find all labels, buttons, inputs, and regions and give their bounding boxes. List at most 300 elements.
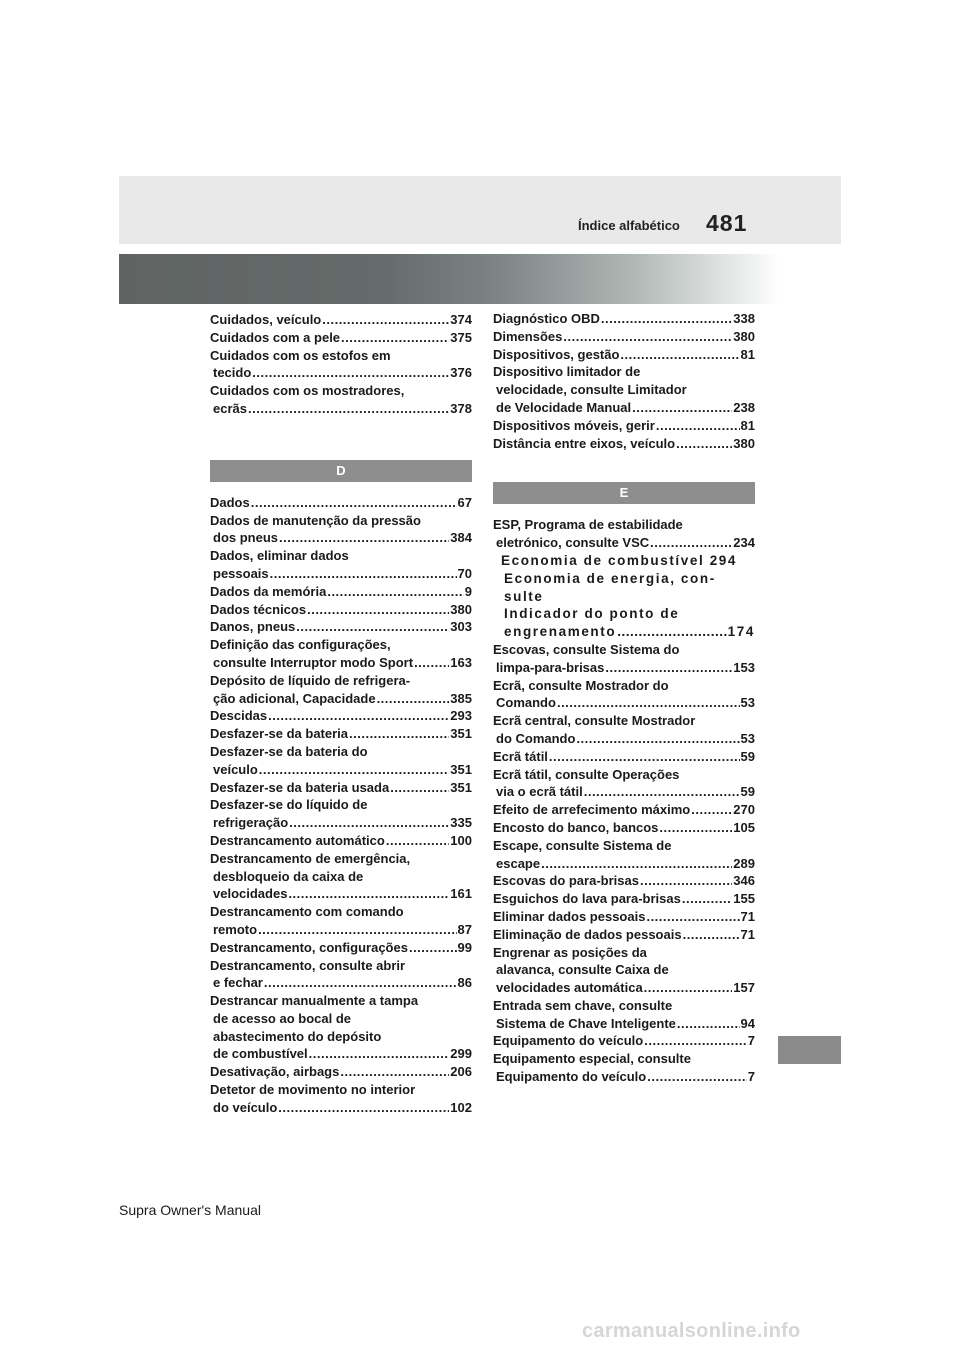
index-entry[interactable] — [210, 903, 472, 939]
index-entry-page[interactable]: 67 — [457, 494, 472, 510]
index-entry[interactable] — [493, 435, 755, 453]
index-entry-text: consulte Interruptor modo Sport — [213, 654, 414, 670]
index-entry-line — [210, 957, 472, 975]
index-entry-line — [493, 310, 755, 328]
dot-leader — [386, 832, 449, 850]
index-entry-page[interactable]: 70 — [457, 565, 472, 581]
index-entry-page[interactable]: 59 — [740, 748, 755, 764]
index-entry-line — [501, 552, 755, 570]
index-entry-text: do Comando — [496, 730, 576, 746]
index-entry-text: remoto — [213, 921, 258, 937]
index-entry-line — [493, 890, 755, 908]
index-entry-page[interactable]: 376 — [450, 365, 472, 381]
index-entry-line — [493, 534, 755, 552]
index-entry-page[interactable]: 100 — [450, 832, 472, 848]
index-entry[interactable] — [493, 1032, 755, 1050]
dot-leader — [251, 494, 457, 512]
dot-leader — [576, 730, 739, 748]
index-entry-text: velocidade, consulte Limitador — [496, 382, 687, 398]
dot-leader — [341, 329, 449, 347]
dot-leader — [309, 1045, 450, 1063]
index-entry-text: Cuidados, veículo — [210, 312, 322, 327]
index-entry-page[interactable]: 380 — [450, 601, 472, 617]
index-entry-line — [210, 832, 472, 850]
index-entry-page[interactable]: 81 — [740, 417, 755, 433]
index-entry-text: Escovas do para-brisas — [493, 873, 639, 889]
index-entry-line — [493, 1068, 755, 1086]
index-entry-line — [210, 400, 472, 418]
dot-leader — [327, 583, 463, 601]
index-entry-line — [493, 516, 755, 534]
index-column-right — [493, 310, 755, 1086]
index-entry[interactable] — [493, 997, 755, 1033]
index-entry-text: Ecrã tátil — [493, 748, 548, 764]
index-entry-page[interactable]: 102 — [450, 1099, 472, 1115]
index-entry-line — [210, 565, 472, 583]
index-entry-page[interactable]: 238 — [733, 399, 755, 415]
index-entry-line — [493, 783, 755, 801]
index-entry-text: alavanca, consulte Caixa de — [496, 962, 669, 978]
dot-leader — [620, 346, 739, 364]
index-entry-line — [493, 926, 755, 944]
index-entry-text: tecido — [213, 365, 252, 381]
index-entry-page[interactable]: 270 — [733, 802, 755, 818]
index-entry-line — [210, 347, 472, 365]
index-entry-line — [210, 1045, 472, 1063]
index-entry-line — [493, 677, 755, 695]
index-entry-page[interactable]: 380 — [733, 435, 755, 451]
index-entry-text: Descidas — [210, 708, 268, 724]
index-entry[interactable] — [493, 677, 755, 713]
dot-leader — [601, 310, 732, 328]
index-entry[interactable] — [210, 672, 472, 708]
index-entry-line — [210, 690, 472, 708]
index-entry-line — [210, 1010, 472, 1028]
index-entry-text: Eliminar dados pessoais — [493, 908, 646, 924]
index-entry-line — [493, 801, 755, 819]
index-entry-text: Destrancamento automático — [210, 832, 385, 848]
dot-leader — [377, 690, 450, 708]
index-entry[interactable] — [210, 382, 472, 418]
index-entry-page[interactable]: 94 — [740, 1015, 755, 1031]
index-entry-line — [493, 872, 755, 890]
index-entry-text: Destrancamento, consulte abrir — [210, 957, 406, 973]
index-entry-page[interactable]: 53 — [740, 695, 755, 711]
index-entry-line — [210, 547, 472, 565]
index-entry-text: refrigeração — [213, 815, 289, 831]
index-entry[interactable] — [210, 1081, 472, 1117]
index-entry-text: Desativação, airbags — [210, 1064, 340, 1080]
index-entry-line — [210, 311, 472, 329]
index-entry[interactable] — [210, 796, 472, 832]
entries-d-group — [210, 494, 472, 1117]
dot-leader — [676, 435, 732, 453]
dot-leader — [549, 748, 740, 766]
index-entry[interactable] — [210, 743, 472, 779]
index-entry-text: Engrenar as posições da — [493, 944, 647, 960]
index-entry-line — [210, 796, 472, 814]
index-entry[interactable] — [493, 890, 755, 908]
index-entry-page[interactable]: 206 — [450, 1064, 472, 1080]
index-entry-text: ESP, Programa de estabilidade — [493, 517, 683, 533]
dot-leader — [349, 725, 449, 743]
index-entry[interactable] — [493, 801, 755, 819]
index-entry-text: Escovas, consulte Sistema do — [493, 641, 680, 657]
index-entry-text: Destrancamento com comando — [210, 904, 404, 920]
index-entry[interactable] — [210, 832, 472, 850]
index-entry-line — [493, 659, 755, 677]
index-entry-page[interactable]: 163 — [450, 654, 472, 670]
chapter-side-tab[interactable] — [778, 1036, 841, 1064]
index-entry-page[interactable]: 351 — [450, 726, 472, 742]
index-entry-page[interactable]: 234 — [733, 535, 755, 551]
index-entry-text: velocidades — [213, 886, 288, 902]
index-entry-page[interactable]: 105 — [733, 819, 755, 835]
index-entry-text: sulte — [504, 588, 544, 604]
dot-leader — [584, 783, 740, 801]
index-entry-text: Dimensões — [493, 328, 563, 344]
index-entry-line — [493, 748, 755, 766]
index-entry-line — [493, 944, 755, 962]
dot-leader — [691, 801, 732, 819]
index-entry-line — [210, 636, 472, 654]
index-entry-page[interactable]: 346 — [733, 873, 755, 889]
watermark-text[interactable]: carmanualsonline.info — [582, 1320, 801, 1342]
index-entry-page[interactable]: 375 — [450, 329, 472, 345]
index-entry-text: de Velocidade Manual — [496, 399, 632, 415]
index-entry[interactable] — [493, 944, 755, 997]
dot-leader — [677, 1015, 740, 1033]
index-entry-page[interactable]: 87 — [457, 921, 472, 937]
index-entry-text: Esguichos do lava para-brisas — [493, 891, 681, 907]
dot-leader — [288, 885, 449, 903]
index-entry-text: veículo — [213, 761, 258, 777]
index-entry[interactable] — [210, 957, 472, 993]
index-entry[interactable] — [210, 725, 472, 743]
index-entry-line — [210, 1081, 472, 1099]
index-entry-line — [493, 435, 755, 453]
index-entry-line — [210, 382, 472, 400]
index-entry-text: de combustível — [213, 1046, 308, 1062]
index-entry-text: Comando — [496, 695, 556, 711]
index-entry-text: eletrónico, consulte VSC — [496, 535, 650, 551]
index-entry-line — [210, 814, 472, 832]
index-entry[interactable] — [210, 636, 472, 672]
index-entry-text: Detetor de movimento no interior — [210, 1082, 416, 1098]
index-entry-page[interactable]: 338 — [733, 311, 755, 326]
index-entry[interactable] — [210, 992, 472, 1063]
index-entry[interactable] — [493, 516, 755, 552]
dot-leader — [390, 779, 449, 797]
index-entry-text: Dados de manutenção da pressão — [210, 512, 421, 528]
index-column-left — [210, 311, 472, 1117]
index-entry-line — [210, 868, 472, 886]
index-entry-text: do veículo — [213, 1099, 278, 1115]
index-entry-page[interactable]: 378 — [450, 400, 472, 416]
index-entry[interactable] — [210, 347, 472, 383]
index-entry-line — [210, 494, 472, 512]
index-entry[interactable] — [493, 766, 755, 802]
index-entry[interactable] — [210, 939, 472, 957]
index-entry-page[interactable]: 99 — [457, 939, 472, 955]
section-letter-d: D — [210, 460, 472, 482]
index-entry-line — [210, 743, 472, 761]
index-entry-text: Depósito de líquido de refrigera- — [210, 672, 411, 688]
index-entry-line — [493, 908, 755, 926]
index-entry-line — [493, 381, 755, 399]
index-entry-line — [210, 1099, 472, 1117]
dot-leader — [248, 400, 449, 418]
index-entry-line — [493, 837, 755, 855]
index-entry-page[interactable]: 161 — [450, 886, 472, 902]
index-entry[interactable] — [210, 707, 472, 725]
index-entry-line — [493, 961, 755, 979]
index-entry-line — [210, 654, 472, 672]
index-entry-text: de acesso ao bocal de — [213, 1010, 352, 1026]
index-entry[interactable] — [210, 850, 472, 903]
index-entry-line — [210, 329, 472, 347]
page-number: 481 — [706, 210, 748, 236]
index-entry-text: Dados da memória — [210, 583, 327, 599]
entries-c-group — [210, 311, 472, 418]
index-entry-page[interactable]: 174 — [727, 624, 755, 640]
index-entry[interactable] — [493, 346, 755, 364]
index-entry-page[interactable]: 293 — [450, 708, 472, 724]
index-entry-text: Desfazer-se do líquido de — [210, 797, 368, 813]
index-entry-line — [210, 529, 472, 547]
index-entry-page[interactable]: 289 — [733, 855, 755, 871]
index-entry-text: Encosto do banco, bancos — [493, 819, 659, 835]
dot-leader — [617, 623, 726, 641]
manual-name: Supra Owner's Manual — [119, 1202, 261, 1218]
index-entry[interactable] — [493, 641, 755, 677]
dot-leader — [646, 908, 739, 926]
index-entry-line — [210, 725, 472, 743]
dot-leader — [644, 979, 733, 997]
index-entry-line — [493, 363, 755, 381]
index-entry-line — [210, 850, 472, 868]
index-entry[interactable] — [210, 618, 472, 636]
dot-leader — [258, 921, 456, 939]
index-entry-page[interactable]: 86 — [457, 975, 472, 991]
dot-leader — [647, 1068, 747, 1086]
index-entry[interactable] — [493, 837, 755, 873]
index-entry-text: escape — [496, 855, 541, 871]
index-entry-text: via o ecrã tátil — [496, 784, 583, 800]
index-entry-text: Dados — [210, 494, 250, 510]
dot-leader — [659, 819, 732, 837]
index-entry-line — [493, 730, 755, 748]
dot-leader — [650, 534, 732, 552]
index-entry-line — [210, 939, 472, 957]
index-entry-page[interactable]: 335 — [450, 815, 472, 831]
index-entry-line — [210, 364, 472, 382]
index-entry-line — [210, 707, 472, 725]
index-entry-text: Dispositivo limitador de — [493, 364, 641, 380]
dot-leader — [278, 1099, 449, 1117]
index-entry[interactable] — [493, 328, 755, 346]
index-entry-page[interactable]: 380 — [733, 328, 755, 344]
dot-leader — [307, 601, 449, 619]
index-entry-text: Equipamento do veículo — [493, 1033, 644, 1049]
index-entry-text: pessoais — [213, 565, 269, 581]
dot-leader — [640, 872, 732, 890]
index-entry-page[interactable]: 374 — [450, 312, 472, 327]
index-entry-line — [493, 1050, 755, 1068]
index-entry-line — [493, 855, 755, 873]
index-entry-text: Destrancar manualmente a tampa — [210, 993, 419, 1009]
index-entry-page[interactable]: 351 — [450, 761, 472, 777]
index-entry-text: Ecrã central, consulte Mostrador — [493, 713, 696, 729]
index-entry-line — [493, 694, 755, 712]
index-entry-line — [493, 766, 755, 784]
index-entry-line — [210, 903, 472, 921]
index-entry[interactable] — [210, 311, 472, 329]
dot-leader — [682, 890, 732, 908]
index-entry-text: abastecimento do depósito — [213, 1028, 382, 1044]
index-entry-page[interactable]: 7 — [747, 1069, 755, 1085]
index-entry-line — [210, 885, 472, 903]
index-entry-page[interactable]: 9 — [464, 583, 472, 599]
dot-leader — [605, 659, 732, 677]
index-entry-line — [210, 601, 472, 619]
index-entry-page[interactable]: 59 — [740, 784, 755, 800]
index-entry-line — [493, 1032, 755, 1050]
dot-leader — [296, 618, 449, 636]
index-entry-text: desbloqueio da caixa de — [213, 868, 364, 884]
index-entry-text: Ecrã, consulte Mostrador do — [493, 677, 669, 693]
index-entry[interactable] — [493, 926, 755, 944]
dot-leader — [252, 364, 449, 382]
index-entry-text: engrenamento — [504, 624, 617, 640]
index-entry-text: Desfazer-se da bateria do — [210, 743, 368, 759]
entries-e-group — [493, 516, 755, 1086]
index-entry[interactable] — [493, 552, 755, 641]
index-entry-text: ecrãs — [213, 400, 247, 416]
index-entry[interactable] — [210, 601, 472, 619]
index-entry-text: ção adicional, Capacidade — [213, 690, 376, 706]
index-entry-text: Sistema de Chave Inteligente — [496, 1015, 676, 1031]
index-entry[interactable] — [210, 583, 472, 601]
index-entry-line — [210, 921, 472, 939]
dot-leader — [632, 399, 732, 417]
index-entry-text: Dados técnicos — [210, 601, 307, 617]
index-entry-line — [210, 618, 472, 636]
dot-leader — [322, 311, 449, 329]
index-entry-page[interactable]: 351 — [450, 779, 472, 795]
index-entry-page[interactable]: 303 — [450, 619, 472, 635]
index-entry[interactable] — [210, 494, 472, 512]
index-entry-page[interactable]: 71 — [740, 926, 755, 942]
index-entry-line — [493, 346, 755, 364]
index-entry[interactable] — [493, 712, 755, 748]
section-title: Índice alfabético — [578, 218, 680, 233]
index-entry[interactable] — [493, 872, 755, 890]
dot-leader — [563, 328, 732, 346]
dot-leader — [268, 707, 449, 725]
index-entry-text: Destrancamento, configurações — [210, 939, 408, 955]
index-entry[interactable] — [493, 819, 755, 837]
index-entry-line — [493, 979, 755, 997]
index-entry[interactable] — [210, 329, 472, 347]
index-entry-page[interactable]: 299 — [450, 1046, 472, 1062]
index-entry[interactable] — [210, 547, 472, 583]
index-entry-text: Efeito de arrefecimento máximo — [493, 802, 691, 818]
index-entry-line — [501, 623, 755, 641]
index-entry-text: Destrancamento de emergência, — [210, 850, 411, 866]
dot-leader — [656, 417, 740, 435]
index-entry-line — [210, 672, 472, 690]
index-entry-text: Ecrã tátil, consulte Operações — [493, 766, 680, 782]
index-entry-line — [210, 974, 472, 992]
index-entry-page[interactable]: 153 — [733, 659, 755, 675]
dot-leader — [683, 926, 740, 944]
dot-leader — [557, 694, 740, 712]
index-entry-line — [493, 1015, 755, 1033]
index-entry[interactable] — [493, 1050, 755, 1086]
index-entry[interactable] — [493, 417, 755, 435]
dot-leader — [279, 529, 449, 547]
index-entry-line — [210, 992, 472, 1010]
index-entry-text: Dispositivos móveis, gerir — [493, 417, 655, 433]
index-entry[interactable] — [210, 779, 472, 797]
index-entry-page[interactable]: 157 — [733, 980, 755, 996]
index-entry-text: Diagnóstico OBD — [493, 311, 600, 326]
index-entry[interactable] — [493, 363, 755, 416]
index-entry-line — [210, 761, 472, 779]
index-entry[interactable] — [493, 908, 755, 926]
header-gradient-band — [119, 254, 779, 304]
dot-leader — [644, 1032, 747, 1050]
dot-leader — [541, 855, 732, 873]
index-entry[interactable] — [493, 748, 755, 766]
index-entry-line — [210, 779, 472, 797]
index-entry-text: e fechar — [213, 975, 263, 991]
index-entry-text: Desfazer-se da bateria — [210, 726, 349, 742]
dot-leader — [264, 974, 457, 992]
index-entry-line — [501, 605, 755, 623]
section-letter-e: E — [493, 482, 755, 504]
index-entry-text: Eliminação de dados pessoais — [493, 926, 682, 942]
index-entry-page[interactable]: 53 — [740, 730, 755, 746]
dot-leader — [340, 1063, 449, 1081]
index-entry-page[interactable]: 384 — [450, 530, 472, 546]
index-entry-page[interactable]: 81 — [740, 346, 755, 362]
index-entry-text: Indicador do ponto de — [504, 606, 680, 622]
index-entry-text: Distância entre eixos, veículo — [493, 435, 676, 451]
index-entry-text: Desfazer-se da bateria usada — [210, 779, 390, 795]
entries-d-continued-group — [493, 310, 755, 452]
index-entry[interactable] — [210, 512, 472, 548]
index-entry-line — [210, 1063, 472, 1081]
index-entry-line — [501, 570, 755, 588]
index-entry-text: Entrada sem chave, consulte — [493, 997, 673, 1013]
index-entry[interactable] — [210, 1063, 472, 1081]
index-entry-line — [210, 512, 472, 530]
index-entry-page[interactable]: 7 — [747, 1033, 755, 1049]
index-entry-page[interactable]: 385 — [450, 690, 472, 706]
index-entry-line — [493, 417, 755, 435]
index-entry-text: Economia de combustível 294 — [501, 552, 738, 568]
index-entry-line — [210, 1028, 472, 1046]
index-entry-line — [210, 583, 472, 601]
index-entry-page[interactable]: 71 — [740, 908, 755, 924]
index-entry[interactable] — [493, 310, 755, 328]
index-entry-line — [493, 819, 755, 837]
index-entry-text: dos pneus — [213, 530, 279, 546]
index-entry-page[interactable]: 155 — [733, 891, 755, 907]
dot-leader — [409, 939, 457, 957]
